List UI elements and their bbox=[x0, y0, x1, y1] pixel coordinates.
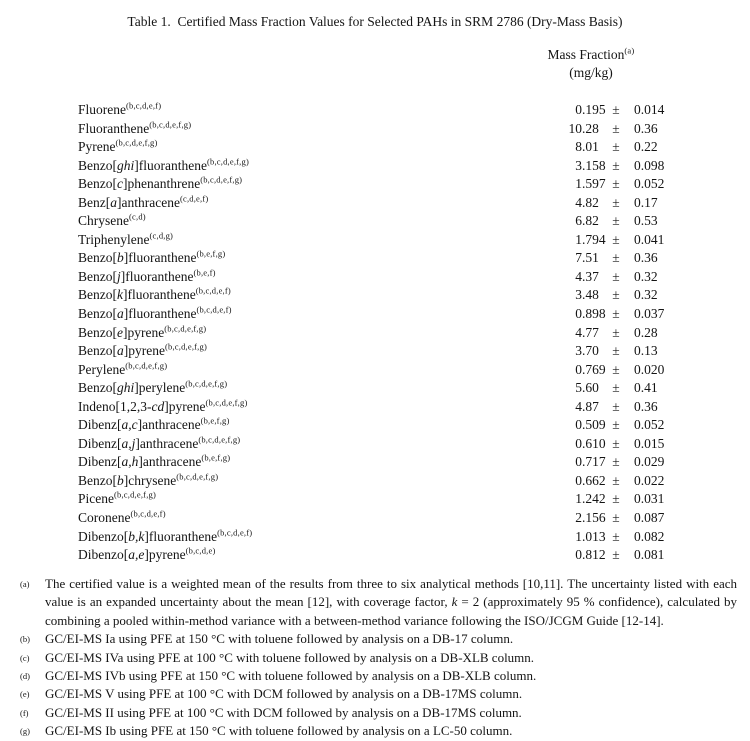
table-row bbox=[0, 472, 750, 491]
uncertainty: 0.052 bbox=[634, 417, 665, 433]
value-integer: 0 bbox=[575, 472, 582, 488]
table-row bbox=[0, 194, 750, 213]
compound-name: Benzo[ghi]perylene$^{(b,c,d,e,f,g)}$ bbox=[78, 378, 228, 396]
value-integer: 0 bbox=[575, 435, 582, 451]
plus-minus: ± bbox=[612, 528, 620, 544]
plus-minus: ± bbox=[612, 194, 620, 210]
footnote-refs: (b,e,f,g) bbox=[196, 248, 226, 259]
uncertainty: 0.32 bbox=[634, 287, 658, 303]
plus-minus: ± bbox=[612, 454, 620, 470]
uncertainty: 0.32 bbox=[634, 268, 658, 284]
footnote bbox=[20, 649, 737, 667]
value-fraction: .717 bbox=[582, 454, 606, 470]
footnote-refs: (b,e,f) bbox=[193, 267, 216, 278]
table-row bbox=[0, 138, 750, 157]
value-fraction: .013 bbox=[582, 528, 606, 544]
value-integer: 0 bbox=[575, 417, 582, 433]
plus-minus: ± bbox=[612, 435, 620, 451]
uncertainty: 0.41 bbox=[634, 380, 658, 396]
value-fraction: .77 bbox=[582, 324, 599, 340]
footnote-refs: (c,d,g) bbox=[149, 230, 174, 241]
footnote-refs: (b,e,f,g) bbox=[201, 452, 231, 463]
value-fraction: .60 bbox=[582, 380, 599, 396]
compound-name: Benzo[a]fluoranthene$^{(b,c,d,e,f)}$ bbox=[78, 304, 232, 322]
footnote-marker: (a) bbox=[20, 579, 30, 589]
table-row bbox=[0, 268, 750, 287]
value-integer: 3 bbox=[575, 343, 582, 359]
value-fraction: .48 bbox=[582, 287, 599, 303]
plus-minus: ± bbox=[612, 250, 620, 266]
plus-minus: ± bbox=[612, 139, 620, 155]
uncertainty: 0.022 bbox=[634, 472, 665, 488]
value-integer: 3 bbox=[575, 287, 582, 303]
value-integer: 1 bbox=[575, 491, 582, 507]
value-fraction: .82 bbox=[582, 194, 599, 210]
value-integer: 4 bbox=[575, 268, 582, 284]
compound-name: Benzo[k]fluoranthene$^{(b,c,d,e,f)}$ bbox=[78, 285, 231, 303]
value-fraction: .610 bbox=[582, 435, 606, 451]
value-fraction: .794 bbox=[582, 231, 606, 247]
uncertainty: 0.082 bbox=[634, 528, 665, 544]
plus-minus: ± bbox=[612, 472, 620, 488]
value-integer: 0 bbox=[575, 306, 582, 322]
footnote-refs: (b,c,d,e,f,g) bbox=[115, 137, 158, 148]
footnote-refs: (b,c,d,e,f,g) bbox=[206, 156, 249, 167]
value-integer: 0 bbox=[575, 547, 582, 563]
footnote-marker: (b) bbox=[20, 634, 30, 645]
compound-name: Benzo[a]pyrene$^{(b,c,d,e,f,g)}$ bbox=[78, 341, 207, 359]
compound-name: Indeno[1,2,3-cd]pyrene$^{(b,c,d,e,f,g)}$ bbox=[78, 397, 248, 414]
compound-name: Benzo[b]fluoranthene$^{(b,e,f,g)}$ bbox=[78, 248, 226, 266]
footnote-refs: (b,c,d,e,f,g) bbox=[185, 378, 228, 389]
footnote bbox=[20, 630, 737, 648]
plus-minus: ± bbox=[612, 417, 620, 433]
value-fraction: .662 bbox=[582, 472, 606, 488]
footnote-refs: (b,c,d,e,f,g) bbox=[149, 119, 192, 130]
uncertainty: 0.020 bbox=[634, 361, 665, 377]
value-fraction: .01 bbox=[582, 139, 599, 155]
uncertainty: 0.015 bbox=[634, 435, 665, 451]
compound-name: Dibenzo[a,e]pyrene$^{(b,c,d,e)}$ bbox=[78, 545, 216, 563]
value-integer: 7 bbox=[575, 250, 582, 266]
plus-minus: ± bbox=[612, 380, 620, 396]
value-fraction: .156 bbox=[582, 510, 606, 526]
compound-name: Fluorene$^{(b,c,d,e,f)}$ bbox=[78, 100, 162, 117]
value-integer: 3 bbox=[575, 157, 582, 173]
compound-name: Dibenz[a,j]anthracene$^{(b,c,d,e,f,g)}$ bbox=[78, 434, 241, 451]
plus-minus: ± bbox=[612, 120, 620, 136]
footnote-refs: (b,c,d,e,f) bbox=[126, 100, 162, 111]
uncertainty: 0.36 bbox=[634, 398, 658, 414]
footnote bbox=[20, 685, 737, 703]
plus-minus: ± bbox=[612, 213, 620, 229]
plus-minus: ± bbox=[612, 491, 620, 507]
uncertainty: 0.031 bbox=[634, 491, 665, 507]
plus-minus: ± bbox=[612, 398, 620, 414]
uncertainty: 0.17 bbox=[634, 194, 658, 210]
compound-name: Benzo[ghi]fluoranthene$^{(b,c,d,e,f,g)}$ bbox=[78, 156, 249, 173]
uncertainty: 0.081 bbox=[634, 547, 665, 563]
compound-name: Benzo[j]fluoranthene$^{(b,e,f)}$ bbox=[78, 267, 216, 284]
value-integer: 1 bbox=[575, 176, 582, 192]
plus-minus: ± bbox=[612, 268, 620, 284]
compound-name: Pyrene$^{(b,c,d,e,f,g)}$ bbox=[78, 137, 158, 155]
value-integer: 4 bbox=[575, 398, 582, 414]
compound-name: Dibenz[a,h]anthracene$^{(b,e,f,g)}$ bbox=[78, 452, 231, 470]
footnote-refs: (b,c,d,e,f) bbox=[196, 304, 232, 315]
uncertainty: 0.13 bbox=[634, 343, 658, 359]
footnote-text: GC/EI-MS IVb using PFE at 150 °C with toluene followed by analysis on a DB-XLB column. bbox=[45, 668, 537, 684]
compound-name: Dibenzo[b,k]fluoranthene$^{(b,c,d,e,f)}$ bbox=[78, 527, 253, 544]
footnote-refs: (b,c,d,e,f,g) bbox=[205, 397, 248, 408]
value-integer: 6 bbox=[575, 213, 582, 229]
uncertainty: 0.53 bbox=[634, 213, 658, 229]
footnote-marker: (c) bbox=[20, 652, 30, 663]
value-fraction: .82 bbox=[582, 213, 599, 229]
value-fraction: .769 bbox=[582, 361, 606, 377]
uncertainty: 0.014 bbox=[634, 102, 665, 117]
uncertainty: 0.36 bbox=[634, 120, 658, 136]
table-row bbox=[0, 231, 750, 250]
value-fraction: .898 bbox=[582, 306, 606, 322]
footnote-refs: (b,c,d,e,f,g) bbox=[200, 174, 243, 185]
footnote-refs: (b,c,d,e,f,g) bbox=[125, 360, 168, 371]
compound-name: Benzo[c]phenanthrene$^{(b,c,d,e,f,g)}$ bbox=[78, 174, 243, 192]
value-fraction: .28 bbox=[582, 120, 599, 136]
uncertainty: 0.28 bbox=[634, 324, 658, 340]
table-row bbox=[0, 305, 750, 324]
compound-name: Benzo[e]pyrene$^{(b,c,d,e,f,g)}$ bbox=[78, 323, 207, 340]
column-header-label: Mass Fraction bbox=[547, 47, 625, 62]
table-body bbox=[0, 101, 750, 565]
footnote-marker: (d) bbox=[20, 671, 30, 682]
uncertainty: 0.098 bbox=[634, 157, 665, 173]
compound-name: Triphenylene$^{(c,d,g)}$ bbox=[78, 230, 174, 247]
plus-minus: ± bbox=[612, 176, 620, 192]
value-fraction: .158 bbox=[582, 157, 606, 173]
footnote-text: GC/EI-MS IVa using PFE at 100 °C with toluene followed by analysis on a DB-XLB column. bbox=[45, 649, 535, 665]
value-integer: 4 bbox=[575, 324, 582, 340]
value-fraction: .195 bbox=[582, 102, 606, 117]
value-integer: 2 bbox=[575, 510, 582, 526]
column-header-footnote-ref: (a) bbox=[624, 45, 635, 56]
footnote-refs: (b,c,d,e) bbox=[185, 545, 216, 556]
table-row bbox=[0, 379, 750, 398]
footnote-text: GC/EI-MS Ib using PFE at 150 °C with toluene followed by analysis on a LC-50 column. bbox=[45, 723, 513, 739]
footnote bbox=[20, 575, 737, 630]
footnote-text: GC/EI-MS V using PFE at 100 °C with DCM followed by analysis on a DB-17MS column. bbox=[45, 686, 523, 702]
table-row bbox=[0, 528, 750, 547]
value-integer: 8 bbox=[575, 139, 582, 155]
value-integer: 1 bbox=[575, 231, 582, 247]
compound-name: Fluoranthene$^{(b,c,d,e,f,g)}$ bbox=[78, 119, 192, 136]
footnote-text: The certified value is a weighted mean of the results from three to six analytical methods [10,11]. The uncertainty listed with each value is an expanded uncertainty about the mean [12], with coverage factor, k = 2 (approximately 95 % confidence), calculated by combining a pooled within-method variance with a between-method variance following the ISO/JCGM Guide [12-14]. bbox=[45, 576, 737, 628]
value-fraction: .70 bbox=[582, 343, 599, 359]
value-fraction: .597 bbox=[582, 176, 606, 192]
plus-minus: ± bbox=[612, 306, 620, 322]
value-fraction: .812 bbox=[582, 547, 606, 563]
plus-minus: ± bbox=[612, 231, 620, 247]
uncertainty: 0.087 bbox=[634, 510, 665, 526]
column-header-line1 bbox=[505, 46, 677, 64]
compound-name: Benzo[b]chrysene$^{(b,c,d,e,f,g)}$ bbox=[78, 471, 219, 488]
table-title: Table 1. Certified Mass Fraction Values for Selected PAHs in SRM 2786 (Dry-Mass Basis) bbox=[127, 14, 623, 29]
uncertainty: 0.22 bbox=[634, 139, 658, 155]
plus-minus: ± bbox=[612, 102, 620, 117]
footnote bbox=[20, 704, 737, 722]
footnote-refs: (b,c,d,e,f) bbox=[195, 285, 231, 296]
value-fraction: .509 bbox=[582, 417, 606, 433]
table-row bbox=[0, 157, 750, 176]
footnote-refs: (b,c,d,e,f,g) bbox=[164, 323, 207, 334]
footnote-refs: (b,c,d,e,f,g) bbox=[164, 341, 207, 352]
plus-minus: ± bbox=[612, 287, 620, 303]
table-row bbox=[0, 546, 750, 565]
footnote-marker: (g) bbox=[20, 726, 30, 737]
value-integer: 1 bbox=[575, 528, 582, 544]
footnote-refs: (c,d,e,f) bbox=[179, 193, 209, 204]
table-row bbox=[0, 398, 750, 417]
table-row bbox=[0, 342, 750, 361]
column-header-unit: (mg/kg) bbox=[569, 65, 613, 80]
uncertainty: 0.041 bbox=[634, 231, 665, 247]
footnote-refs: (b,c,d,e,f,g) bbox=[176, 471, 219, 482]
column-header bbox=[505, 46, 677, 82]
plus-minus: ± bbox=[612, 343, 620, 359]
footnote-refs: (c,d) bbox=[129, 211, 146, 222]
value-integer: 4 bbox=[575, 194, 582, 210]
footnote-text: GC/EI-MS II using PFE at 100 °C with DCM followed by analysis on a DB-17MS column. bbox=[45, 704, 522, 720]
table-row bbox=[0, 101, 750, 120]
uncertainty: 0.037 bbox=[634, 306, 665, 322]
compound-name: Benz[a]anthracene$^{(c,d,e,f)}$ bbox=[78, 193, 209, 210]
compound-name: Chrysene$^{(c,d)}$ bbox=[78, 211, 146, 229]
value-integer: 0 bbox=[575, 361, 582, 377]
table-row bbox=[0, 324, 750, 343]
footnotes bbox=[20, 575, 737, 741]
compound-name: Picene$^{(b,c,d,e,f,g)}$ bbox=[78, 489, 157, 507]
footnote-marker: (e) bbox=[20, 689, 30, 700]
compound-name: Coronene$^{(b,c,d,e,f)}$ bbox=[78, 508, 166, 526]
table-row bbox=[0, 490, 750, 509]
compound-name: Dibenz[a,c]anthracene$^{(b,e,f,g)}$ bbox=[78, 415, 230, 433]
compound-name: Perylene$^{(b,c,d,e,f,g)}$ bbox=[78, 360, 168, 377]
uncertainty: 0.029 bbox=[634, 454, 665, 470]
plus-minus: ± bbox=[612, 510, 620, 526]
value-integer: 10 bbox=[568, 120, 582, 136]
table-row bbox=[0, 435, 750, 454]
value-integer: 0 bbox=[575, 454, 582, 470]
table-row bbox=[0, 509, 750, 528]
value-integer: 0 bbox=[575, 102, 582, 117]
value-fraction: .87 bbox=[582, 398, 599, 414]
table-row bbox=[0, 453, 750, 472]
table-row bbox=[0, 249, 750, 268]
footnote-text: GC/EI-MS Ia using PFE at 150 °C with toluene followed by analysis on a DB-17 column. bbox=[45, 631, 514, 647]
table-row bbox=[0, 175, 750, 194]
plus-minus: ± bbox=[612, 324, 620, 340]
footnote-refs: (b,c,d,e,f) bbox=[130, 508, 166, 519]
table-row bbox=[0, 212, 750, 231]
plus-minus: ± bbox=[612, 547, 620, 563]
footnote-refs: (b,c,d,e,f) bbox=[217, 527, 253, 538]
value-fraction: .242 bbox=[582, 491, 606, 507]
uncertainty: 0.052 bbox=[634, 176, 665, 192]
footnote bbox=[20, 667, 737, 685]
value-fraction: .51 bbox=[582, 250, 599, 266]
table-row bbox=[0, 120, 750, 139]
table-row bbox=[0, 286, 750, 305]
table-row bbox=[0, 361, 750, 380]
value-integer: 5 bbox=[575, 380, 582, 396]
footnote-refs: (b,c,d,e,f,g) bbox=[114, 489, 157, 500]
footnote-marker: (f) bbox=[20, 707, 29, 718]
footnote bbox=[20, 722, 737, 740]
table-row bbox=[0, 416, 750, 435]
value-fraction: .37 bbox=[582, 268, 599, 284]
footnote-refs: (b,e,f,g) bbox=[200, 415, 230, 426]
uncertainty: 0.36 bbox=[634, 250, 658, 266]
footnote-refs: (b,c,d,e,f,g) bbox=[198, 434, 241, 445]
plus-minus: ± bbox=[612, 157, 620, 173]
plus-minus: ± bbox=[612, 361, 620, 377]
